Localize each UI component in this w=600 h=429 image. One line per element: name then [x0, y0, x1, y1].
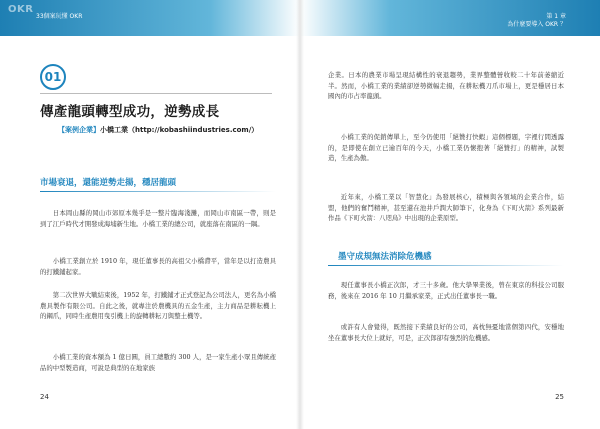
case-label: 【案例企業】	[58, 126, 100, 134]
chapter-title: 為什麼要導入 OKR ？	[507, 21, 566, 28]
paragraph: 第二次世界大戰結束後，1952 年，打鐵鋪才正式登記為公司法人，更名為小橋農具製作有限公司。自此之後，就專注於農機具的五金生產，主力商品是耕耘機上的鋼爪，同時生產農用曳引機上的旋轉耕耘刀與整土機等。	[40, 291, 276, 320]
paragraph: 小橋工業的資本額為 1 億日圓，員工總數約 300 人，是一家生產小眾且傳統產品的中型製造商，可說是典型的在地家族	[40, 353, 276, 372]
page-number-right: 25	[555, 393, 564, 401]
paragraph: 企業。日本的農業市場呈現結構性的衰退趨勢，業界整體營收較二十年前萎縮近半。然而，小橋工業的業績卻逆勢微幅走揚，在耕耘機刀爪市場上，更是穩居日本國內的市占率龍頭。	[328, 71, 564, 100]
paragraph: 或許有人會覺得，既然接下業績良好的公司，高枕無憂地當個第四代，安穩地坐在董事長大位上就好，可是，正次郎卻有強烈的危機感。	[328, 323, 564, 342]
logo-mark-text: OKR	[8, 4, 34, 15]
paragraph: 日本岡山縣的岡山市郊原本幾乎是一整片臨海淺灘，而岡山市南區一帶，則是到了江戶時代才開發成海埔新生地。小橋工業的總公司，就座落在南區的一隅。	[40, 209, 276, 228]
page-number-left: 24	[40, 393, 49, 401]
subheading-underline	[40, 191, 276, 192]
paragraph: 小橋工業的促銷傳單上，至今仍使用「絕贊打快蝦」這個標題，字裡行間透露的，是即使在創立已逾百年的今天，小橋工業仍懷抱著「絕贊打」的精神，試製造，生產為傲。	[328, 133, 564, 162]
title-rule	[40, 93, 272, 94]
section-title: 傳產龍頭轉型成功，逆勢成長	[40, 104, 220, 120]
subheading-underline	[328, 265, 564, 266]
subheading-crisis: 墨守成規無法消除危機感	[338, 252, 432, 262]
book-running-title: 33個案玩懂 OKR	[36, 13, 83, 20]
chapter-running-head	[507, 13, 566, 29]
chapter-number: 第 1 章	[546, 13, 566, 20]
right-page	[300, 0, 600, 429]
paragraph: 近年來，小橋工業以「智慧化」為發展核心，積極與各領域的企業合作，結盟，他們的奮鬥精神，甚至還在池井戶潤大師筆下，化身為《下町火箭》系列最新作品《下町火箭：八咫烏》中出現的企業原型。	[328, 193, 564, 222]
left-header-bar	[0, 0, 300, 36]
case-company-line	[58, 125, 298, 135]
paragraph: 現任董事長小橋正次郎，才三十多歲。他大學畢業後，曾在東京的科技公司服務，後來在 2016 年 10 月繼承家業，正式出任董事長一職。	[328, 281, 564, 300]
section-number: 01	[44, 70, 62, 84]
subheading-market: 市場衰退，還能逆勢走揚，穩居龍頭	[40, 178, 177, 188]
paragraph: 小橋工業創立於 1910 年，現任董事長的高祖父小橋滯平，當年是以打造農具的打鐵鋪起家。	[40, 257, 276, 276]
section-number-badge	[40, 64, 66, 90]
right-header-bar	[300, 0, 600, 36]
case-company: 小橋工業（http://kobashiindustries.com/）	[100, 126, 259, 134]
book-gutter-shadow	[296, 0, 304, 429]
